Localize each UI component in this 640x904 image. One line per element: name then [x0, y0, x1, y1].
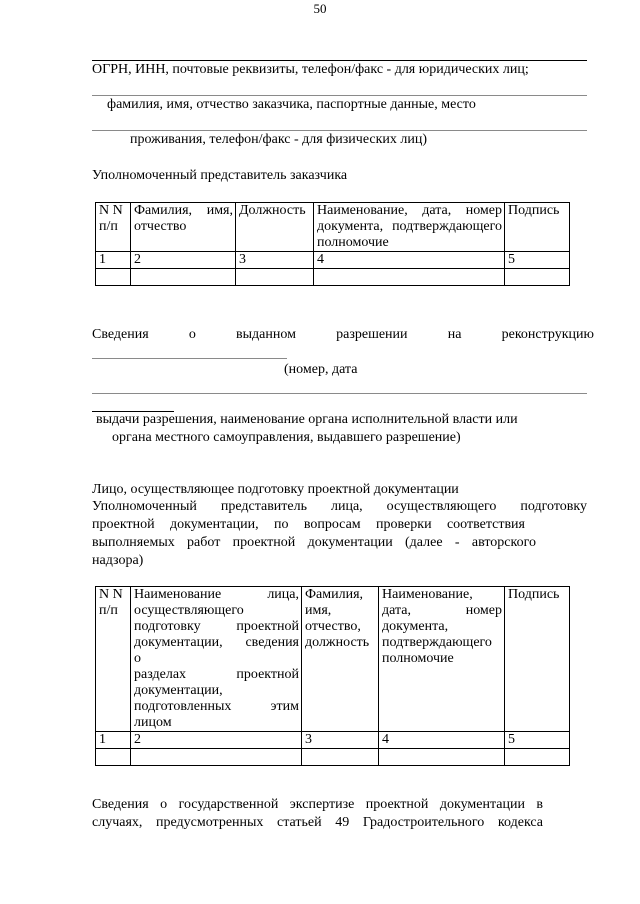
- requisites-line-1: ОГРН, ИНН, почтовые реквизиты, телефон/факс - для юридических лиц;: [92, 62, 529, 77]
- header-text-line: Фамилия,: [305, 587, 364, 602]
- permit-hint-2: выдачи разрешения, наименование органа исполнительной власти или: [96, 412, 518, 427]
- requisites-line-2: фамилия, имя, отчество заказчика, паспортные данные, место: [107, 97, 476, 112]
- header-text-line: подготовку проектной: [134, 619, 299, 634]
- header-text-line: подтверждающего: [382, 635, 492, 650]
- customer-rep-heading: Уполномоченный представитель заказчика: [92, 168, 348, 183]
- header-text-line: полномочие: [382, 651, 454, 666]
- permit-word: Сведения: [92, 327, 149, 342]
- permit-word: разрешении: [336, 327, 408, 342]
- fill-line: [92, 358, 287, 359]
- header-cell: Подпись: [505, 587, 570, 732]
- permit-word: на: [447, 327, 462, 342]
- header-text-line: документа,: [382, 619, 449, 634]
- empty-cell[interactable]: [131, 749, 302, 766]
- header-text-line: Наименование,: [382, 587, 473, 602]
- header-text-line: отчество,: [305, 619, 361, 634]
- header-text-line: о: [134, 651, 141, 666]
- header-text-line: должность: [305, 635, 370, 650]
- table-row: [96, 269, 570, 286]
- header-text-line: Наименование лица,: [134, 587, 299, 602]
- header-cell: [379, 587, 505, 732]
- customer-rep-table: [95, 202, 570, 286]
- fill-line: [92, 130, 587, 131]
- designer-line-4: выполняемых работ проектной документации (далее - авторского: [92, 535, 536, 550]
- designer-table: [95, 586, 570, 766]
- number-cell: 2: [131, 732, 302, 749]
- empty-cell[interactable]: [96, 269, 131, 286]
- header-text-line: осуществляющего: [134, 603, 244, 618]
- table-number-row: [96, 732, 570, 749]
- header-cell: Наименование, дата, номер документа, подтверждающего полномочие: [314, 203, 505, 252]
- header-text-line: имя,: [305, 603, 332, 618]
- number-cell: 4: [314, 252, 505, 269]
- empty-cell[interactable]: [314, 269, 505, 286]
- header-text-line: разделах проектной: [134, 667, 299, 682]
- header-cell: N N п/п: [96, 587, 131, 732]
- header-cell: Фамилия, имя, отчество: [131, 203, 236, 252]
- empty-cell[interactable]: [96, 749, 131, 766]
- fill-line: [92, 95, 587, 96]
- permit-line: [92, 327, 594, 343]
- permit-word: выданном: [236, 327, 296, 342]
- expertise-line-2: случаях, предусмотренных статьей 49 Градостроительного кодекса: [92, 815, 543, 830]
- page-number: 50: [313, 1, 327, 16]
- number-cell: 2: [131, 252, 236, 269]
- designer-line-1: Лицо, осуществляющее подготовку проектной документации: [92, 482, 459, 497]
- header-text-line: подготовленных этим: [134, 699, 299, 714]
- expertise-line-1: Сведения о государственной экспертизе проектной документации в: [92, 797, 543, 812]
- empty-cell[interactable]: [505, 749, 570, 766]
- empty-cell[interactable]: [236, 269, 314, 286]
- header-text-line: дата, номер: [382, 603, 502, 618]
- number-cell: 3: [302, 732, 379, 749]
- designer-line-3: проектной документации, по вопросам проверки соответствия: [92, 517, 525, 532]
- header-text-line: лицом: [134, 715, 172, 730]
- table-header-row: [96, 587, 570, 732]
- table-row: [96, 749, 570, 766]
- permit-hint-1: (номер, дата: [284, 362, 358, 377]
- empty-cell[interactable]: [131, 269, 236, 286]
- number-cell: 4: [379, 732, 505, 749]
- requisites-line-3: проживания, телефон/факс - для физических лиц): [130, 132, 428, 147]
- table-number-row: [96, 252, 570, 269]
- header-cell: [302, 587, 379, 732]
- table-header-row: [96, 203, 570, 252]
- number-cell: 5: [505, 732, 570, 749]
- designer-line-2: Уполномоченный представитель лица, осуществляющего подготовку: [92, 499, 587, 514]
- number-cell: 5: [505, 252, 570, 269]
- empty-cell[interactable]: [379, 749, 505, 766]
- permit-word: реконструкцию: [501, 327, 594, 342]
- number-cell: 1: [96, 732, 131, 749]
- permit-hint-3: органа местного самоуправления, выдавшего разрешение): [112, 430, 461, 445]
- empty-cell[interactable]: [505, 269, 570, 286]
- fill-line: [92, 393, 587, 394]
- header-text-line: документации,: [134, 683, 223, 698]
- fill-line: [92, 60, 587, 61]
- header-cell: Должность: [236, 203, 314, 252]
- empty-cell[interactable]: [302, 749, 379, 766]
- permit-word: о: [188, 327, 196, 342]
- designer-line-5: надзора): [92, 553, 144, 568]
- header-cell: N N п/п: [96, 203, 131, 252]
- header-cell: Подпись: [505, 203, 570, 252]
- header-text-line: документации, сведения: [134, 635, 299, 650]
- number-cell: 1: [96, 252, 131, 269]
- number-cell: 3: [236, 252, 314, 269]
- header-cell-designer-name: [131, 587, 302, 732]
